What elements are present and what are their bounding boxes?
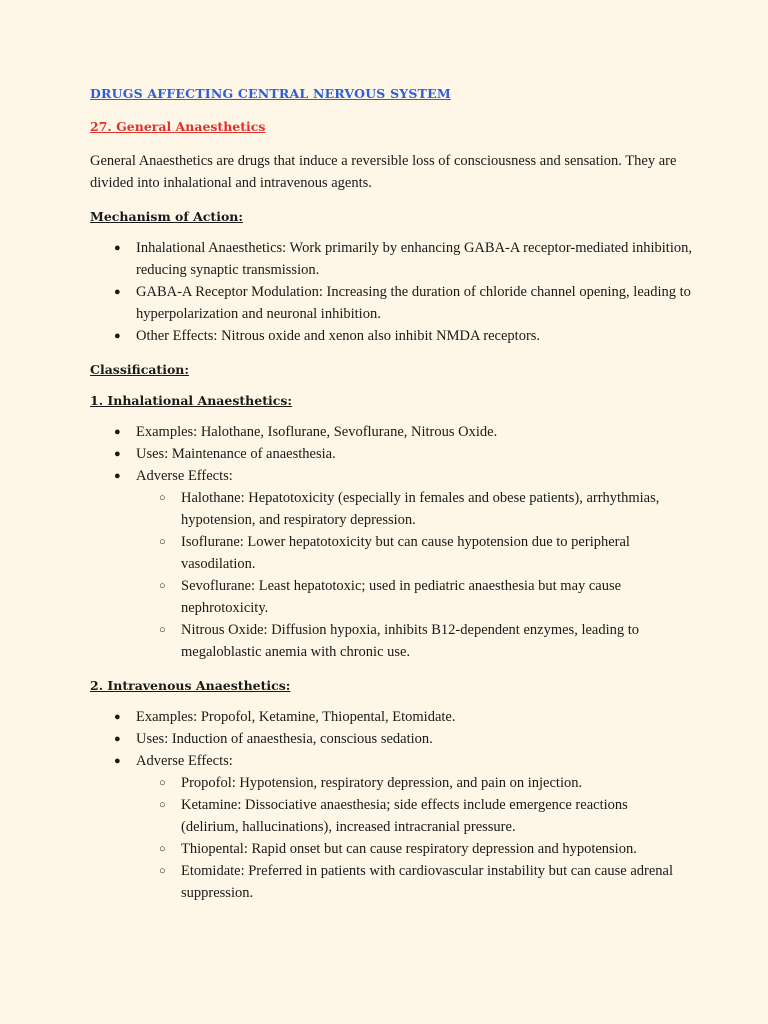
bullet-icon: ● xyxy=(114,426,121,438)
list-item: ● Inhalational Anaesthetics: Work primarily by enhancing GABA-A receptor-mediated inhibition, reducing synaptic transmission. xyxy=(90,237,696,281)
bullet-icon: ● xyxy=(114,755,121,767)
list-item: ● Examples: Halothane, Isoflurane, Sevoflurane, Nitrous Oxide. xyxy=(90,421,696,443)
list-item: ● Adverse Effects: ○ Propofol: Hypotension, respiratory depression, and pain on injection. ○ Ketamine: Dissociative anaesthesia; side effects include emergence reactions (delirium, hallucinations), increased intracranial pressure. ○ Thiopental: Rapid onset but can cause respiratory depression and hypotension. ○ Etomidate: Preferred in patients with cardiovascular instability but can cause adrenal suppression. xyxy=(90,750,696,904)
hollow-bullet-icon: ○ xyxy=(159,865,166,877)
list-item: ● Uses: Induction of anaesthesia, conscious sedation. xyxy=(90,728,696,750)
list-item: ● Examples: Propofol, Ketamine, Thiopental, Etomidate. xyxy=(90,706,696,728)
list-item: ● Uses: Maintenance of anaesthesia. xyxy=(90,443,696,465)
bullet-icon: ● xyxy=(114,711,121,723)
intravenous-adverse-list xyxy=(136,772,696,904)
hollow-bullet-icon: ○ xyxy=(159,536,166,548)
chapter-title: 27. General Anaesthetics xyxy=(90,119,266,134)
list-item: ● Other Effects: Nitrous oxide and xenon also inhibit NMDA receptors. xyxy=(90,325,696,347)
bullet-icon: ● xyxy=(114,733,121,745)
classification-heading: Classification: xyxy=(90,362,189,377)
intravenous-list xyxy=(90,706,708,904)
list-item: ● GABA-A Receptor Modulation: Increasing the duration of chloride channel opening, leading to hyperpolarization and neuronal inhibition. xyxy=(90,281,696,325)
intro-paragraph: General Anaesthetics are drugs that induce a reversible loss of consciousness and sensation. They are divided into inhalational and intravenous agents. xyxy=(90,153,677,191)
hollow-bullet-icon: ○ xyxy=(159,492,166,504)
sub-list-item: ○ Etomidate: Preferred in patients with cardiovascular instability but can cause adrenal suppression. xyxy=(136,860,681,904)
sub-list-item: ○ Sevoflurane: Least hepatotoxic; used in pediatric anaesthesia but may cause nephrotoxicity. xyxy=(136,575,681,619)
sub-list-item: ○ Thiopental: Rapid onset but can cause respiratory depression and hypotension. xyxy=(136,838,681,860)
inhalational-heading: 1. Inhalational Anaesthetics: xyxy=(90,393,292,408)
sub-list-item: ○ Ketamine: Dissociative anaesthesia; side effects include emergence reactions (delirium, hallucinations), increased intracranial pressure. xyxy=(136,794,681,838)
hollow-bullet-icon: ○ xyxy=(159,580,166,592)
hollow-bullet-icon: ○ xyxy=(159,777,166,789)
hollow-bullet-icon: ○ xyxy=(159,799,166,811)
hollow-bullet-icon: ○ xyxy=(159,843,166,855)
mechanism-list xyxy=(90,237,708,347)
sub-list-item: ○ Halothane: Hepatotoxicity (especially in females and obese patients), arrhythmias, hypotension, and respiratory depression. xyxy=(136,487,681,531)
sub-list-item: ○ Isoflurane: Lower hepatotoxicity but can cause hypotension due to peripheral vasodilation. xyxy=(136,531,681,575)
bullet-icon: ● xyxy=(114,330,121,342)
list-item: ● Adverse Effects: ○ Halothane: Hepatotoxicity (especially in females and obese patients), arrhythmias, hypotension, and respiratory depression. ○ Isoflurane: Lower hepatotoxicity but can cause hypotension due to peripheral vasodilation. ○ Sevoflurane: Least hepatotoxic; used in pediatric anaesthesia but may cause nephrotoxicity. ○ Nitrous Oxide: Diffusion hypoxia, inhibits B12-dependent enzymes, leading to megaloblastic anemia with chronic use. xyxy=(90,465,696,663)
bullet-icon: ● xyxy=(114,286,121,298)
bullet-icon: ● xyxy=(114,470,121,482)
bullet-icon: ● xyxy=(114,448,121,460)
sub-list-item: ○ Propofol: Hypotension, respiratory depression, and pain on injection. xyxy=(136,772,681,794)
inhalational-list xyxy=(90,421,708,663)
bullet-icon: ● xyxy=(114,242,121,254)
inhalational-adverse-list xyxy=(136,487,696,663)
sub-list-item: ○ Nitrous Oxide: Diffusion hypoxia, inhibits B12-dependent enzymes, leading to megaloblastic anemia with chronic use. xyxy=(136,619,681,663)
subject-heading: DRUGS AFFECTING CENTRAL NERVOUS SYSTEM xyxy=(90,86,451,101)
hollow-bullet-icon: ○ xyxy=(159,624,166,636)
intravenous-heading: 2. Intravenous Anaesthetics: xyxy=(90,678,291,693)
mechanism-heading: Mechanism of Action: xyxy=(90,209,243,224)
